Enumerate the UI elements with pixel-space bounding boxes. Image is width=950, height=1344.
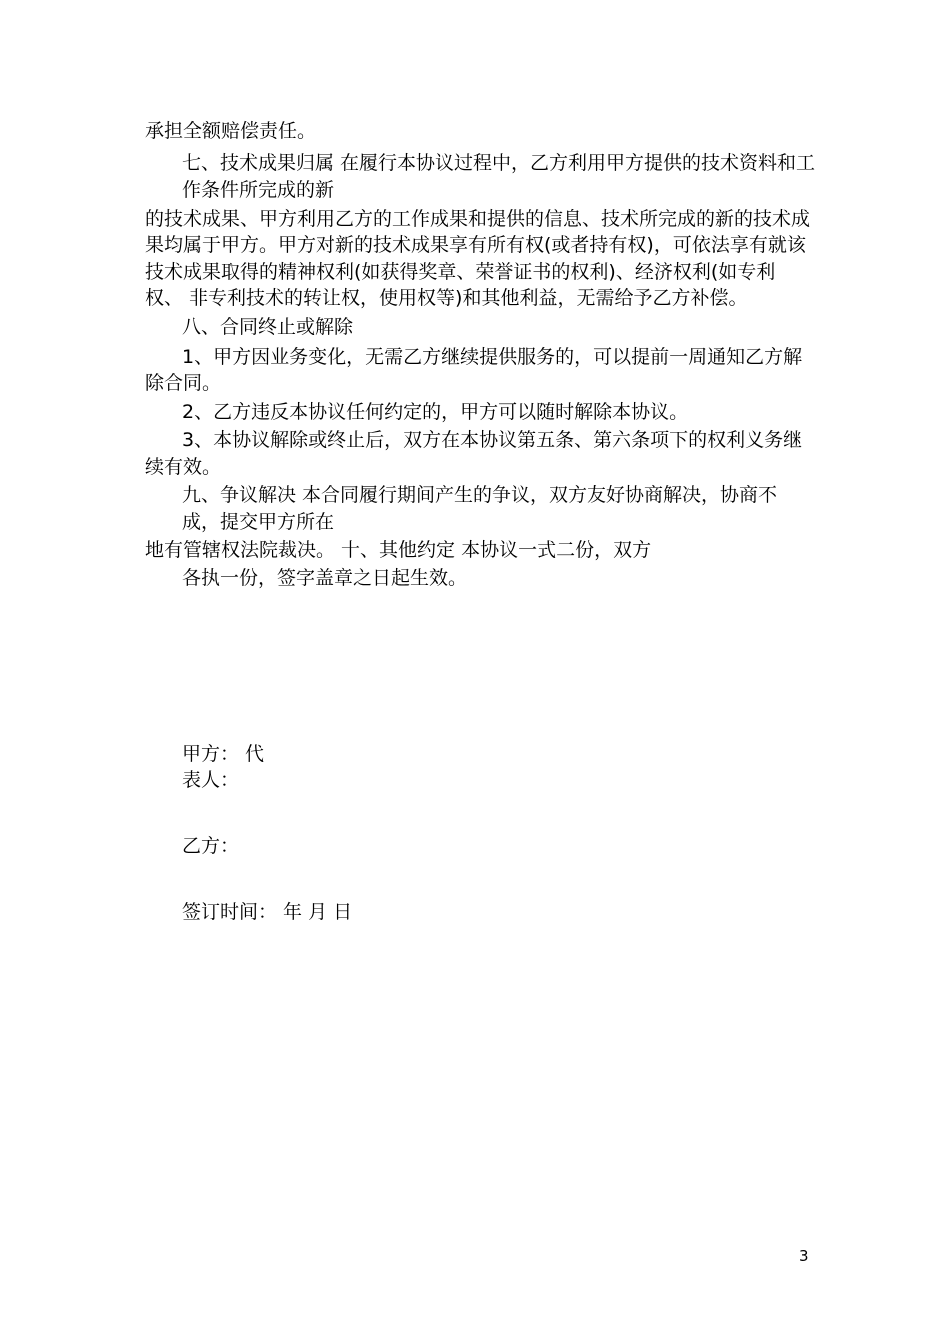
text-line: 七、技术成果归属 在履行本协议过程中，乙方利用甲方提供的技术资料和工 [182, 152, 816, 174]
text-line: 技术成果取得的精神权利(如获得奖章、荣誉证书的权利)、经济权利(如专利 [145, 261, 776, 283]
party-a-label: 甲方： 代 [182, 743, 265, 765]
text-line: 承担全额赔偿责任。 [145, 120, 317, 142]
party-b-label: 乙方： [182, 835, 240, 857]
text-line: 作条件所完成的新 [182, 179, 335, 201]
text-line: 果均属于甲方。甲方对新的技术成果享有所有权(或者持有权)，可依法享有就该 [145, 234, 806, 256]
text-line: 的技术成果、甲方利用乙方的工作成果和提供的信息、技术所完成的新的技术成 [145, 208, 811, 230]
text-line: 各执一份，签字盖章之日起生效。 [182, 567, 468, 589]
page-number: 3 [799, 1247, 809, 1265]
text-line: 九、争议解决 本合同履行期间产生的争议，双方友好协商解决，协商不 [182, 484, 778, 506]
text-line: 权、 非专利技术的转让权，使用权等)和其他利益，无需给予乙方补偿。 [145, 287, 748, 309]
section-heading: 八、合同终止或解除 [182, 316, 354, 338]
representative-label: 表人： [182, 769, 240, 791]
text-line: 3、本协议解除或终止后，双方在本协议第五条、第六条项下的权利义务继 [182, 429, 803, 451]
signing-date-label: 签订时间： 年 月 日 [182, 901, 353, 923]
text-line: 续有效。 [145, 456, 222, 478]
text-line: 地有管辖权法院裁决。 十、其他约定 本协议一式二份，双方 [145, 539, 652, 561]
text-line: 1、甲方因业务变化，无需乙方继续提供服务的，可以提前一周通知乙方解 [182, 346, 803, 368]
text-line: 成，提交甲方所在 [182, 511, 335, 533]
text-line: 2、乙方违反本协议任何约定的，甲方可以随时解除本协议。 [182, 401, 689, 423]
text-line: 除合同。 [145, 372, 222, 394]
